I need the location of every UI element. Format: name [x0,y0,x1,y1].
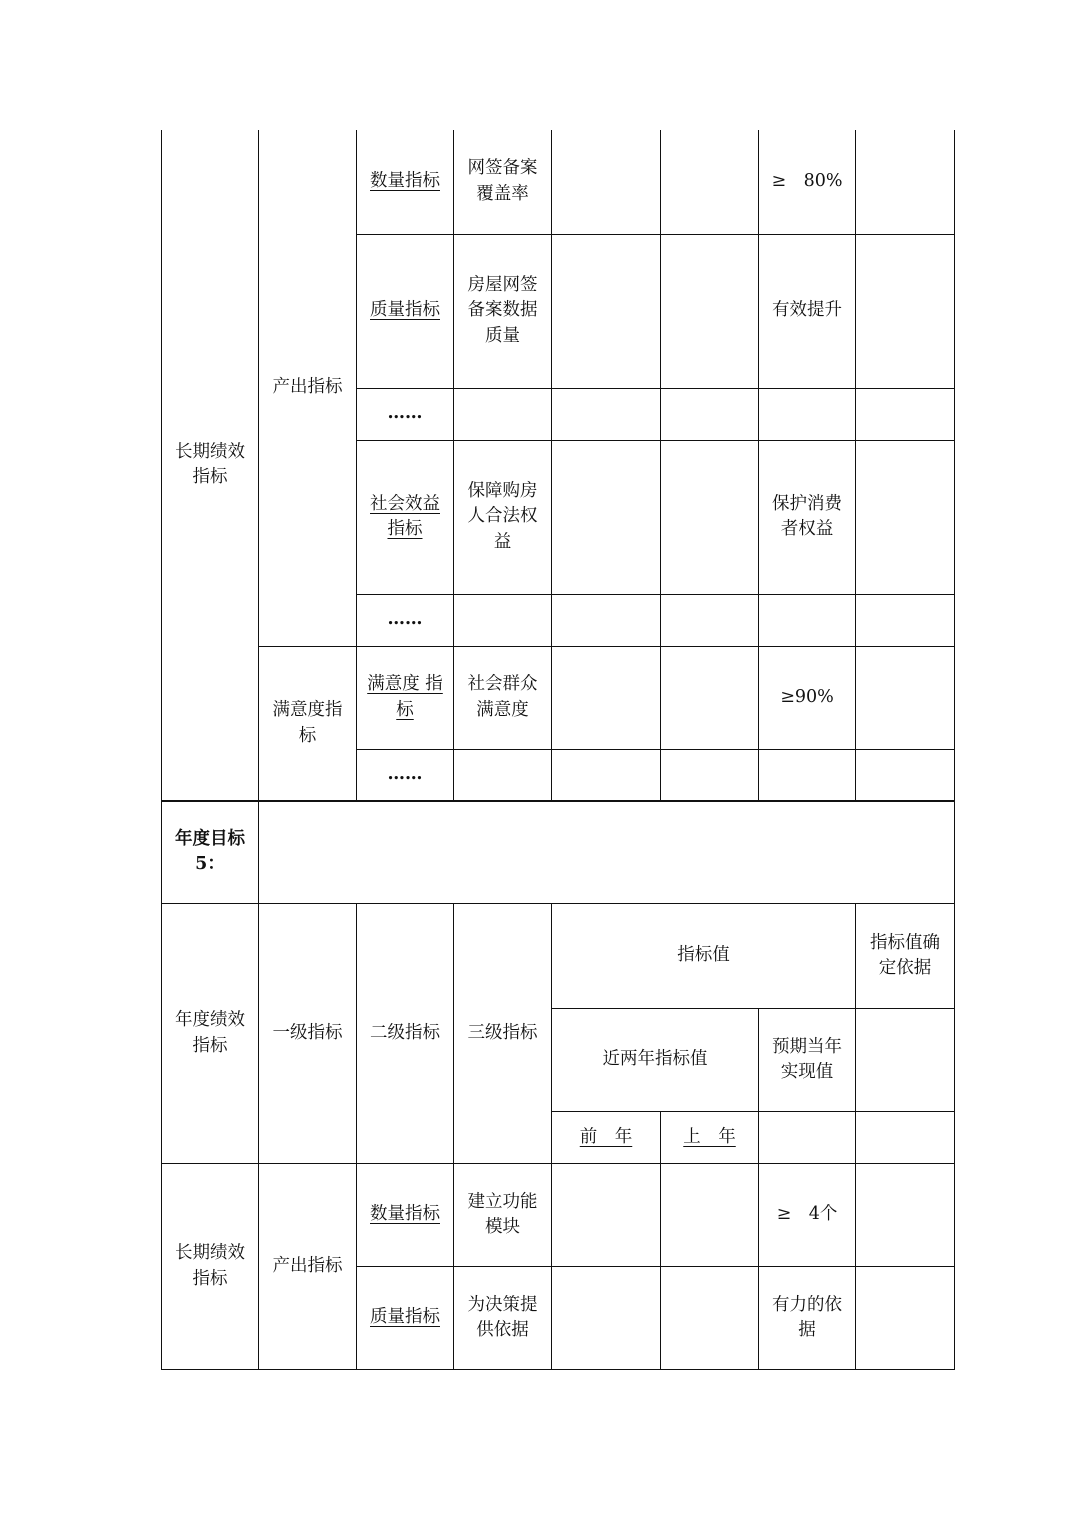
prev-year-header: 前 年 [552,1112,661,1164]
empty-cell [661,234,759,388]
empty-cell [661,646,759,749]
empty-cell [759,749,856,801]
empty-cell [856,1009,955,1112]
social-benefit-indicator: 社会效益指标 [357,440,454,594]
level1-header: 一级指标 [259,904,357,1164]
output-indicator-label-2: 产出指标 [259,1164,357,1370]
empty-cell [759,388,856,440]
empty-cell [661,749,759,801]
target-value: 有力的依据 [759,1267,856,1370]
level2-header: 二级指标 [357,904,454,1164]
empty-cell [661,130,759,234]
empty-cell [661,440,759,594]
target-value: 有效提升 [759,234,856,388]
empty-cell [552,1267,661,1370]
empty-cell [856,1112,955,1164]
level3-cell: 保障购房人合法权益 [454,440,552,594]
empty-cell [552,440,661,594]
annual-goal-content [259,801,955,904]
empty-cell [552,1164,661,1267]
empty-cell [856,1267,955,1370]
empty-cell [856,646,955,749]
basis-header: 指标值确定依据 [856,904,955,1009]
level3-cell: 社会群众满意度 [454,646,552,749]
empty-cell [552,646,661,749]
target-value: 保护消费者权益 [759,440,856,594]
empty-cell [454,388,552,440]
long-term-label-2: 长期绩效指标 [162,1164,259,1370]
target-value: ≥ 80% [759,130,856,234]
level3-cell: 为决策提供依据 [454,1267,552,1370]
quality-indicator-2: 质量指标 [357,1267,454,1370]
empty-cell [856,594,955,646]
empty-cell [856,1164,955,1267]
empty-cell [856,130,955,234]
level3-header: 三级指标 [454,904,552,1164]
long-term-label: 长期绩效指标 [162,130,259,801]
empty-cell [856,388,955,440]
empty-cell [454,749,552,801]
level3-cell: 房屋网签备案数据质量 [454,234,552,388]
target-value: ≥ 4个 [759,1164,856,1267]
ellipsis: …… [357,388,454,440]
annual-goal-label: 年度目标5： [162,801,259,904]
recent-two-years-header: 近两年指标值 [552,1009,759,1112]
annual-indicator-table [161,800,955,1370]
empty-cell [759,1112,856,1164]
expected-value-header: 预期当年实现值 [759,1009,856,1112]
ellipsis: …… [357,749,454,801]
quantity-indicator: 数量指标 [357,130,454,234]
level3-cell: 建立功能模块 [454,1164,552,1267]
empty-cell [552,234,661,388]
empty-cell [661,388,759,440]
empty-cell [856,440,955,594]
empty-cell [661,594,759,646]
empty-cell [552,130,661,234]
quantity-indicator-2: 数量指标 [357,1164,454,1267]
last-year-header: 上 年 [661,1112,759,1164]
empty-cell [454,594,552,646]
empty-cell [552,749,661,801]
indicator-value-header: 指标值 [552,904,856,1009]
ellipsis: …… [357,594,454,646]
empty-cell [856,234,955,388]
target-value: ≥90% [759,646,856,749]
output-indicator-label: 产出指标 [259,130,357,646]
satisfaction-level2: 满意度 指标 [357,646,454,749]
empty-cell [552,388,661,440]
empty-cell [661,1267,759,1370]
satisfaction-indicator-label: 满意度指标 [259,646,357,801]
quality-indicator: 质量指标 [357,234,454,388]
empty-cell [661,1164,759,1267]
level3-cell: 网签备案覆盖率 [454,130,552,234]
performance-indicator-table [161,130,955,802]
empty-cell [759,594,856,646]
empty-cell [552,594,661,646]
empty-cell [856,749,955,801]
annual-performance-label: 年度绩效指标 [162,904,259,1164]
